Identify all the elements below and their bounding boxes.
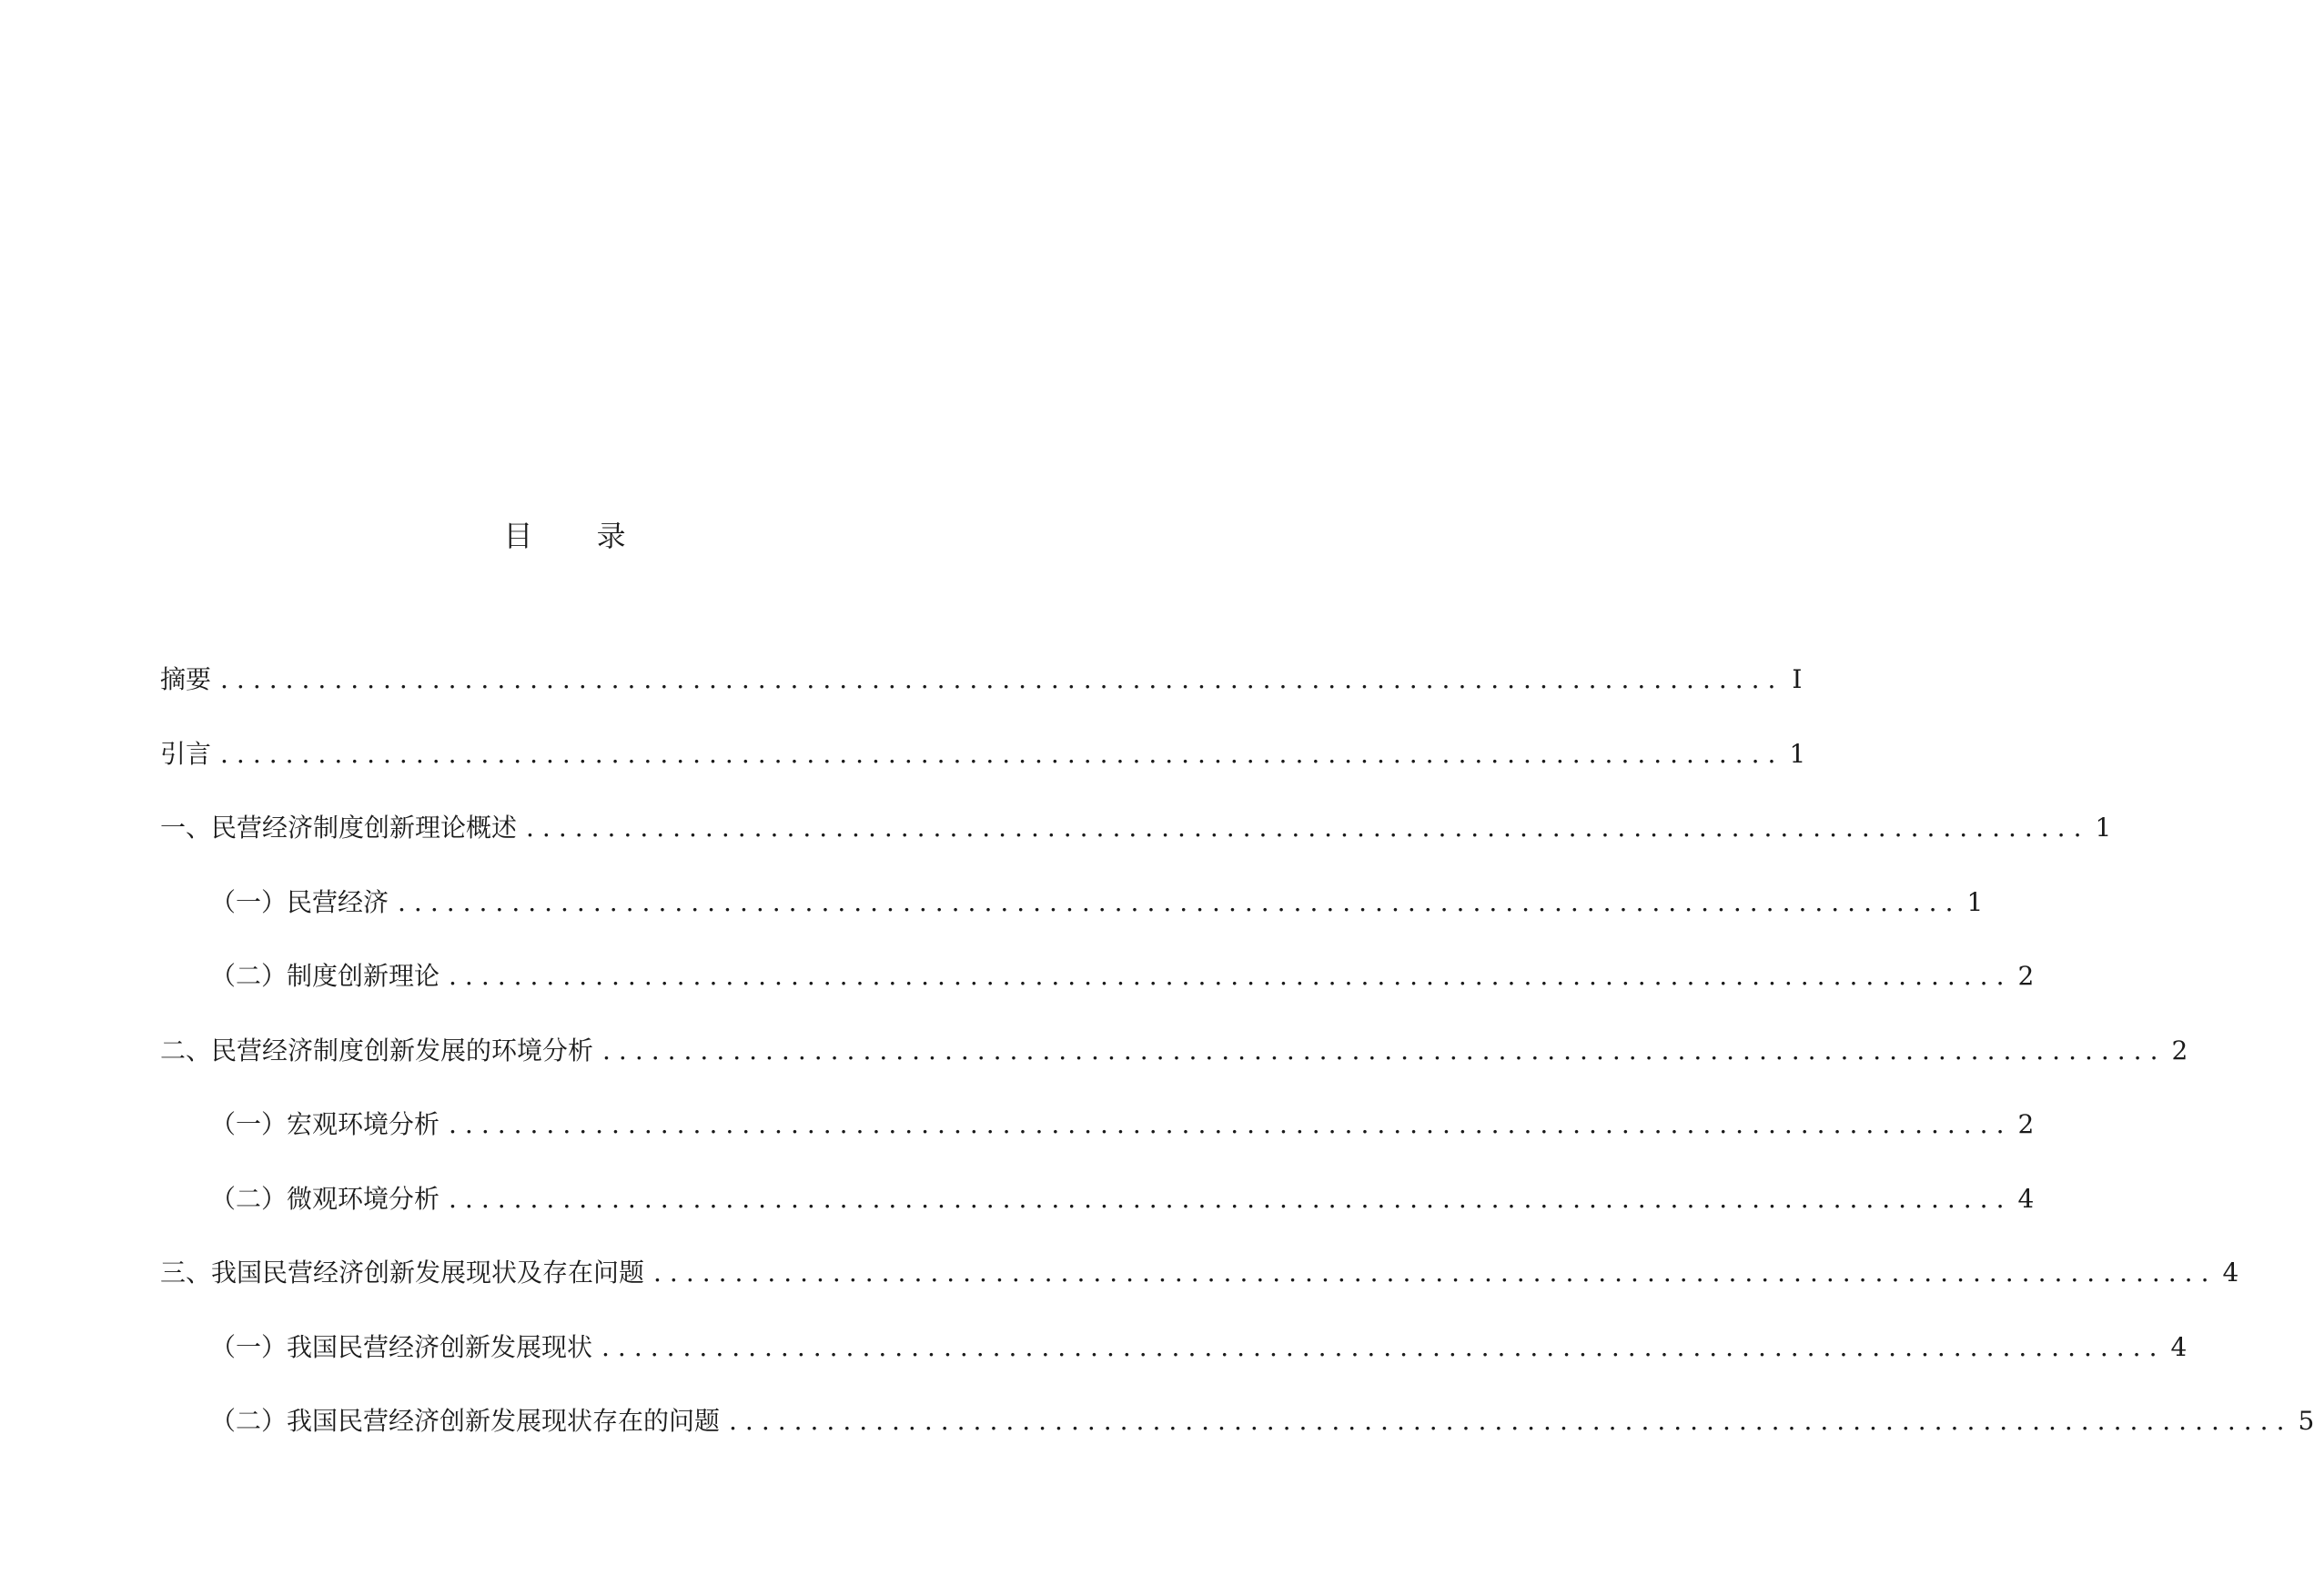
dot-leader: ................................................................................................ xyxy=(526,813,2090,843)
toc-entry-prefix: （二） xyxy=(210,961,288,991)
toc-entry-label: 制度创新理论 xyxy=(287,961,440,991)
toc-entry[interactable] xyxy=(160,1106,2035,1181)
toc-entry-page: 2 xyxy=(2017,1109,2035,1139)
toc-entry-prefix: （一） xyxy=(210,886,288,917)
toc-entry-page: 1 xyxy=(1789,738,1806,769)
toc-title: 目 录 xyxy=(503,519,653,553)
toc-entry[interactable] xyxy=(160,884,1984,959)
toc-entry[interactable] xyxy=(160,1403,2314,1478)
toc-entry-prefix: 三、 xyxy=(160,1258,212,1288)
dot-leader: ................................................................................................ xyxy=(220,664,1784,694)
dot-leader: ................................................................................................ xyxy=(729,1406,2293,1436)
dot-leader: ................................................................................................ xyxy=(449,961,2013,991)
toc-entry-label: 我国民营经济创新发展现状及存在问题 xyxy=(211,1258,645,1288)
dot-leader: ................................................................................................ xyxy=(653,1258,2218,1288)
toc-entry-prefix: 二、 xyxy=(160,1035,212,1066)
dot-leader: ................................................................................................ xyxy=(398,886,1962,917)
toc-entry[interactable] xyxy=(160,810,2112,884)
toc-entry-page: 2 xyxy=(2171,1035,2188,1066)
toc-entry-page: 1 xyxy=(1966,886,1984,917)
toc-entry-prefix: （一） xyxy=(210,1109,288,1139)
toc-entry-page: 4 xyxy=(2222,1258,2239,1288)
toc-entry[interactable] xyxy=(160,1033,2188,1107)
toc-entry-page: 4 xyxy=(2017,1183,2035,1214)
toc-entry-label: 摘要 xyxy=(160,664,212,694)
toc-entry-label: 引言 xyxy=(160,738,212,769)
toc-entry[interactable] xyxy=(160,1255,2239,1329)
toc-entry[interactable] xyxy=(160,1181,2035,1256)
toc-entry-page: I xyxy=(1792,664,1803,694)
toc-entry-prefix: 一、 xyxy=(160,813,212,843)
toc-entry-prefix: （一） xyxy=(210,1331,288,1362)
toc-entry-label: 民营经济 xyxy=(287,886,389,917)
toc-entry-label: 我国民营经济创新发展现状存在的问题 xyxy=(287,1406,721,1436)
toc-entry[interactable] xyxy=(160,1329,2188,1404)
toc-entry-label: 我国民营经济创新发展现状 xyxy=(287,1331,593,1362)
toc-entry-label: 民营经济制度创新发展的环境分析 xyxy=(211,1035,594,1066)
dot-leader: ................................................................................................ xyxy=(220,738,1784,769)
toc-entry-prefix: （二） xyxy=(210,1183,288,1214)
dot-leader: ................................................................................................ xyxy=(601,1331,2166,1362)
toc-entry-page: 4 xyxy=(2170,1331,2188,1362)
toc-entry-prefix: （二） xyxy=(210,1406,288,1436)
dot-leader: ................................................................................................ xyxy=(449,1109,2013,1139)
dot-leader: ................................................................................................ xyxy=(602,1035,2167,1066)
toc-entry-label: 民营经济制度创新理论概述 xyxy=(211,813,518,843)
toc-entry[interactable] xyxy=(160,736,1806,811)
toc-entry[interactable] xyxy=(160,662,1803,736)
dot-leader: ................................................................................................ xyxy=(449,1183,2013,1214)
toc-entry-label: 微观环境分析 xyxy=(287,1183,440,1214)
toc-entry[interactable] xyxy=(160,958,2035,1033)
toc-entry-page: 1 xyxy=(2095,813,2112,843)
toc-entry-page: 2 xyxy=(2017,961,2035,991)
toc-entry-page: 5 xyxy=(2298,1406,2314,1436)
toc-list xyxy=(160,662,2314,1478)
toc-entry-label: 宏观环境分析 xyxy=(287,1109,440,1139)
